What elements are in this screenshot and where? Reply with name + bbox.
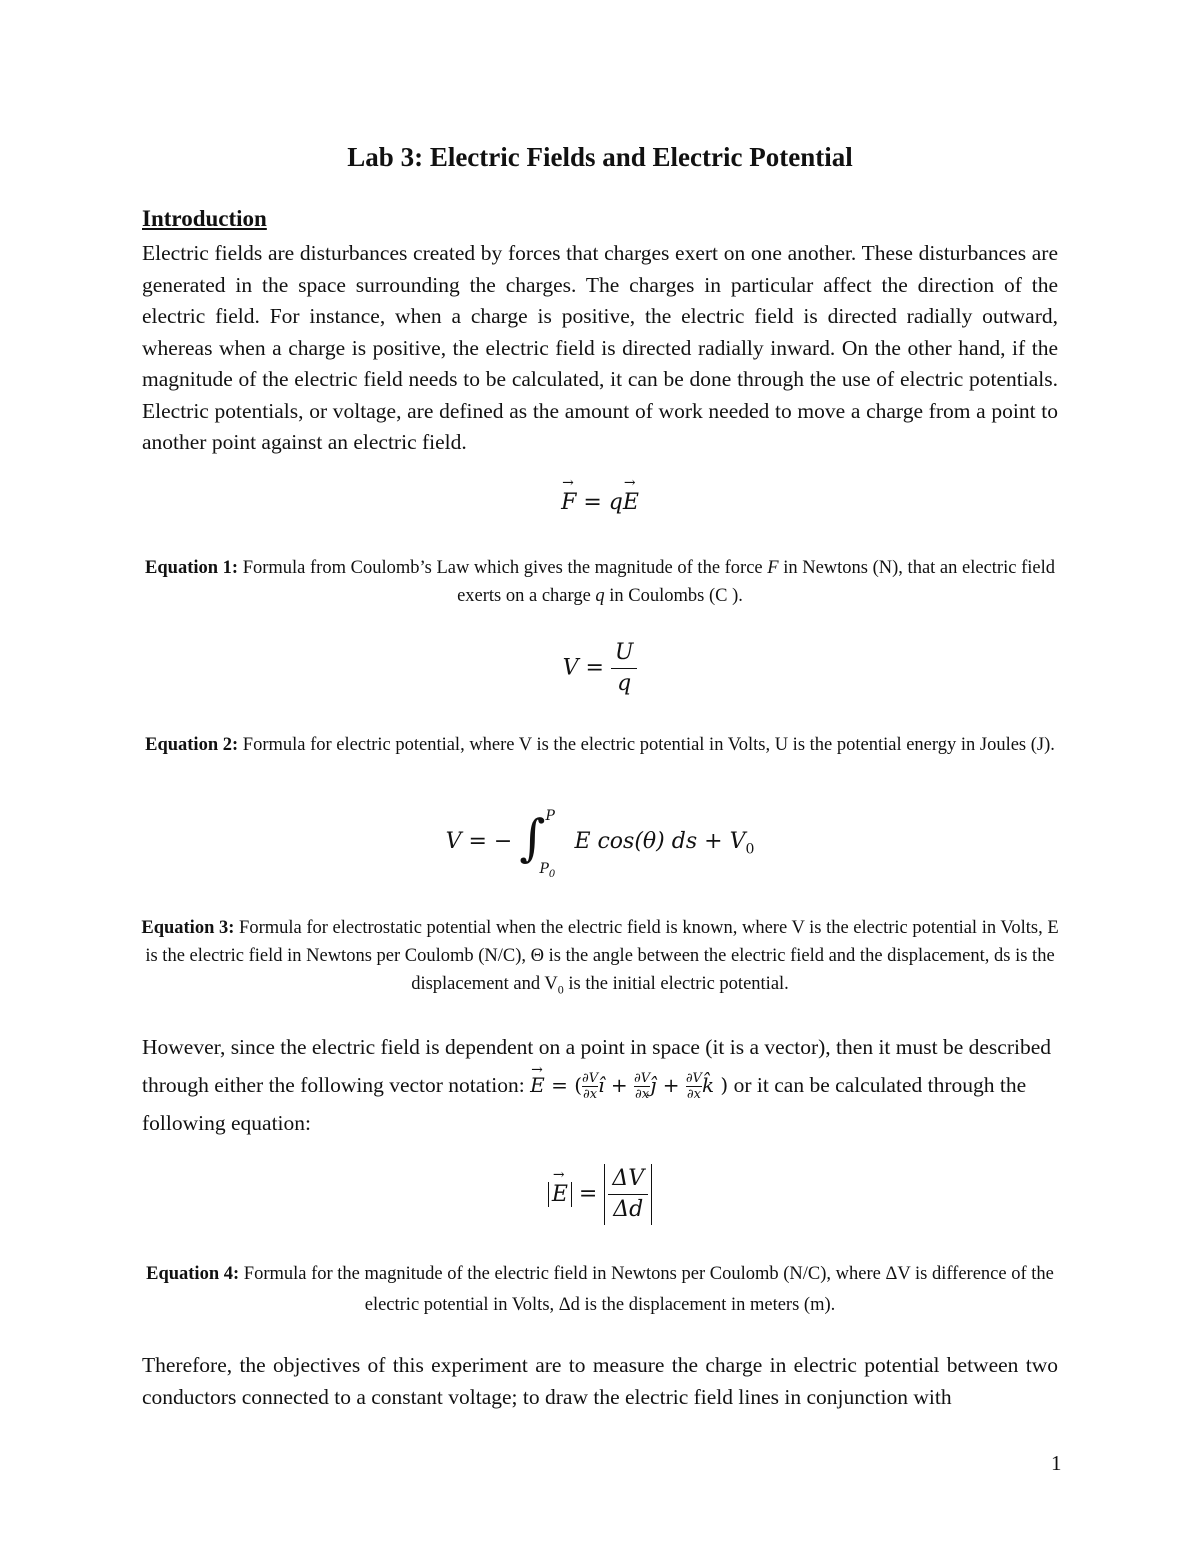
eq1-caption-var-q: q (595, 586, 605, 606)
eq3-caption-label: Equation 3: (141, 918, 235, 938)
equation-2 (0, 638, 1200, 699)
eq4-numerator: ΔV (608, 1164, 648, 1195)
inline-field-vector: → E (530, 1066, 545, 1104)
eq4-fraction (608, 1164, 648, 1225)
integral-sign-icon: ∫ (519, 809, 546, 867)
eq4-caption-text: Formula for the magnitude of the electric field in Newtons per Coulomb (N/C), where ΔV is difference of the electric potential in Volts, Δd is the displacement in meters (m). (239, 1264, 1054, 1315)
k-hat: k̂ (701, 1073, 715, 1097)
partial-num-2: ∂V (634, 1071, 651, 1086)
equation-4 (0, 1164, 1200, 1225)
i-hat: î (598, 1073, 605, 1097)
equation-2-caption (140, 731, 1060, 759)
eq2-denominator: q (617, 671, 632, 696)
eq1-charge: q (608, 490, 623, 515)
eq1-caption-var-f: F (767, 558, 779, 578)
plus-2: + (656, 1073, 686, 1097)
inline-partial-frac-3 (686, 1071, 702, 1102)
eq4-lhs-abs (548, 1182, 572, 1207)
eq2-fraction (611, 638, 638, 699)
equation-1-caption (140, 554, 1060, 610)
close-paren: ) (714, 1073, 729, 1097)
vector-paragraph-text-b: or it can be calculated through the following equation: (142, 1073, 1027, 1135)
eq4-field-vector: → E (552, 1182, 568, 1207)
eq1-caption-text-b: in Newtons (N), that an electric field exerts on a charge (457, 558, 1055, 606)
eq2-numerator: U (611, 638, 638, 669)
eq3-tail-sub: 0 (745, 841, 755, 858)
eq3-caption-sub: 0 (557, 982, 564, 997)
inline-vector-equation (530, 1071, 729, 1102)
eq3-lower-limit-var: P (539, 861, 549, 878)
eq2-caption-label: Equation 2: (145, 735, 239, 755)
eq1-equals: = (583, 490, 602, 515)
equation-3 (0, 808, 1200, 880)
eq1-force-vector: → F (561, 490, 576, 515)
j-hat: ĵ (650, 1073, 657, 1097)
eq1-field-vector: → E (623, 490, 639, 515)
page-number: 1 (1051, 1451, 1062, 1475)
equation-3-caption (140, 914, 1060, 1004)
objectives-paragraph: Therefore, the objectives of this experiment are to measure the charge in electric potential between two conductors connected to a constant voltage; to draw the electric field lines in conjunction with (142, 1353, 1058, 1409)
eq3-tail (729, 829, 755, 858)
eq3-lower-limit-sub: 0 (548, 869, 556, 880)
eq4-caption-label: Equation 4: (146, 1264, 240, 1284)
eq1-caption-text-c: in Coulombs (C ). (604, 586, 743, 606)
eq3-caption-text-a: Formula for electrostatic potential when the electric field is known, where V is the electric potential in Volts, E is the electric field in Newtons per Coulomb (N/C), Θ is the angle between the electric field and the displacement, ds is the displacement and V (145, 918, 1059, 994)
inline-partial-frac-2 (634, 1071, 650, 1102)
partial-num-3: ∂V (685, 1071, 702, 1086)
eq3-lower-limit (539, 861, 555, 880)
intro-paragraph: Electric fields are disturbances created by forces that charges exert on one another. These disturbances are generated in the space surrounding the charges. The charges in particular affect the direction of the electric field. For instance, when a charge is positive, the electric field is directed radially outward, whereas when a charge is positive, the electric field is directed radially inward. On the other hand, if the magnitude of the electric field needs to be calculated, it can be done through the use of electric potentials. Electric potentials, or voltage, are defined as the amount of work needed to move a charge from a point to another point against an electric field. (142, 241, 1058, 454)
inline-partial-frac-1 (582, 1071, 598, 1102)
eq1-caption-text-a: Formula from Coulomb’s Law which gives the magnitude of the force (238, 558, 768, 578)
eq4-rhs-abs (604, 1164, 652, 1225)
inline-equals: = ( (544, 1073, 582, 1097)
equation-1 (0, 490, 1200, 515)
partial-den-3: ∂x (686, 1087, 701, 1102)
eq3-limits (539, 808, 567, 880)
eq2-lhs: V = (562, 655, 604, 681)
document-title: Lab 3: Electric Fields and Electric Potential (347, 142, 853, 172)
partial-den-2: ∂x (635, 1087, 650, 1102)
partial-num-1: ∂V (582, 1071, 599, 1086)
eq3-lhs: V = − (445, 829, 513, 854)
eq3-upper-limit: P (545, 808, 555, 824)
section-heading-introduction: Introduction (142, 206, 267, 231)
eq4-equals: = (578, 1181, 598, 1207)
eq2-caption-text: Formula for electric potential, where V is the electric potential in Volts, U is the potential energy in Joules (J). (238, 735, 1055, 755)
partial-den-1: ∂x (583, 1087, 598, 1102)
eq3-body: E cos(θ) ds + (574, 829, 723, 854)
vector-paragraph (142, 1028, 1058, 1142)
vector-paragraph-text-a: However, since the electric field is dependent on a point in space (it is a vector), then it must be described through either the following vector notation: (142, 1035, 1051, 1097)
equation-4-caption (140, 1259, 1060, 1321)
eq1-caption-label: Equation 1: (145, 558, 239, 578)
eq3-tail-var: V (729, 829, 746, 854)
eq4-denominator: Δd (613, 1197, 644, 1222)
eq3-caption-text-b: is the initial electric potential. (563, 974, 789, 994)
plus-1: + (604, 1073, 635, 1097)
